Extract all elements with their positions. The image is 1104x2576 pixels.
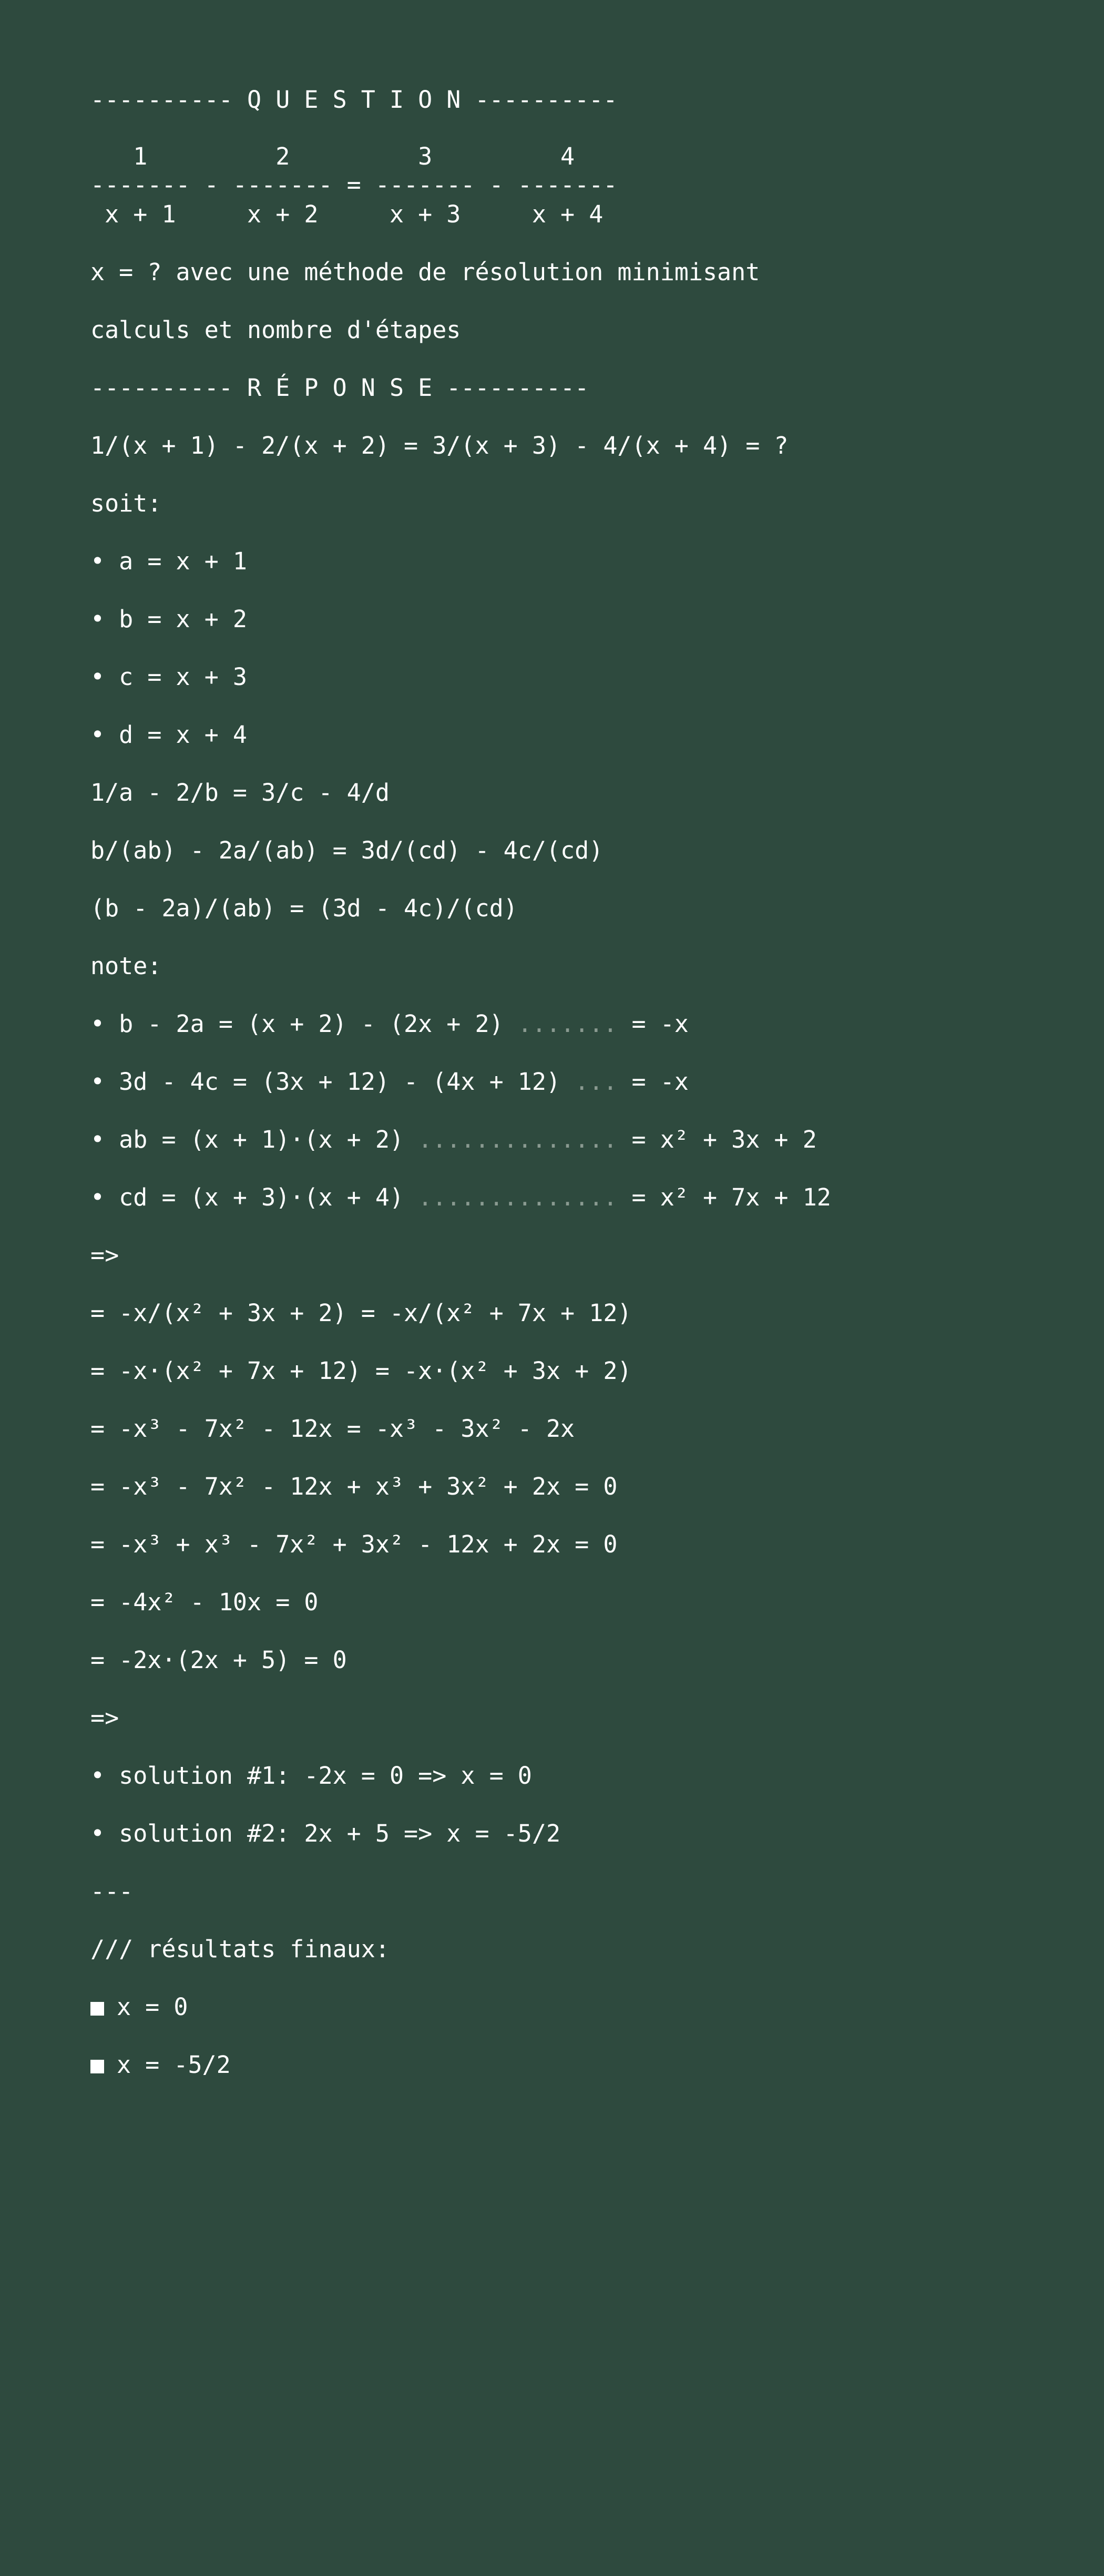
- note-lhs: • b - 2a = (x + 2) - (2x + 2): [90, 1010, 518, 1038]
- final-result: [90, 1991, 188, 2023]
- square-bullet-icon: [90, 2060, 104, 2073]
- question-prompt-line-1: x = ? avec une méthode de résolution minimisant: [90, 258, 760, 286]
- substitution-c: • c = x + 3: [90, 663, 248, 691]
- implies-arrow: =>: [90, 1704, 119, 1732]
- note-dots: ..............: [418, 1126, 618, 1153]
- derivation-line: = -x/(x² + 3x + 2) = -x/(x² + 7x + 12): [90, 1299, 632, 1327]
- note-item: [90, 1008, 689, 1040]
- note-lhs: • ab = (x + 1)·(x + 2): [90, 1126, 418, 1153]
- separator: ---: [90, 1877, 134, 1905]
- derivation-line: = -x·(x² + 7x + 12) = -x·(x² + 3x + 2): [90, 1357, 632, 1385]
- final-results-header: /// résultats finaux:: [90, 1935, 390, 1963]
- note-rhs: = x² + 3x + 2: [617, 1126, 817, 1153]
- substitution-a: • a = x + 1: [90, 547, 248, 575]
- note-item: [90, 1066, 689, 1098]
- answer-equation: 1/(x + 1) - 2/(x + 2) = 3/(x + 3) - 4/(x + 4) = ?: [90, 432, 789, 459]
- note-lhs: • 3d - 4c = (3x + 12) - (4x + 12): [90, 1068, 575, 1096]
- implies-arrow: =>: [90, 1241, 119, 1269]
- fraction-bars: ------- - ------- = ------- - -------: [90, 171, 618, 199]
- final-result-value: x = 0: [117, 1993, 188, 2021]
- solution-2: • solution #2: 2x + 5 => x = -5/2: [90, 1819, 561, 1847]
- question-header: ---------- Q U E S T I O N ----------: [90, 86, 618, 114]
- note-dots: ...: [575, 1068, 618, 1096]
- note-item: [90, 1124, 817, 1156]
- note-label: note:: [90, 952, 162, 980]
- substitution-b: • b = x + 2: [90, 605, 248, 633]
- step-3: (b - 2a)/(ab) = (3d - 4c)/(cd): [90, 894, 518, 922]
- substitution-d: • d = x + 4: [90, 721, 248, 749]
- fraction-denominators: x + 1 x + 2 x + 3 x + 4: [90, 200, 604, 228]
- final-result-value: x = -5/2: [117, 2051, 231, 2079]
- solution-1: • solution #1: -2x = 0 => x = 0: [90, 1762, 532, 1790]
- note-rhs: = -x: [617, 1010, 689, 1038]
- derivation-line: = -4x² - 10x = 0: [90, 1588, 319, 1616]
- note-lhs: • cd = (x + 3)·(x + 4): [90, 1183, 418, 1211]
- note-item: [90, 1182, 831, 1213]
- derivation-line: = -2x·(2x + 5) = 0: [90, 1646, 347, 1674]
- derivation-line: = -x³ - 7x² - 12x = -x³ - 3x² - 2x: [90, 1415, 575, 1443]
- note-rhs: = x² + 7x + 12: [617, 1183, 831, 1211]
- fraction-numerators: 1 2 3 4: [90, 142, 575, 170]
- step-2: b/(ab) - 2a/(ab) = 3d/(cd) - 4c/(cd): [90, 836, 604, 864]
- note-dots: .......: [517, 1010, 618, 1038]
- derivation-line: = -x³ + x³ - 7x² + 3x² - 12x + 2x = 0: [90, 1530, 618, 1558]
- final-result: [90, 2049, 231, 2081]
- answer-header: ---------- R É P O N S E ----------: [90, 374, 589, 402]
- question-prompt-line-2: calculs et nombre d'étapes: [90, 316, 461, 344]
- soit-label: soit:: [90, 489, 162, 517]
- note-dots: ..............: [418, 1183, 618, 1211]
- square-bullet-icon: [90, 2002, 104, 2016]
- note-rhs: = -x: [617, 1068, 689, 1096]
- derivation-line: = -x³ - 7x² - 12x + x³ + 3x² + 2x = 0: [90, 1473, 618, 1500]
- step-1: 1/a - 2/b = 3/c - 4/d: [90, 779, 390, 806]
